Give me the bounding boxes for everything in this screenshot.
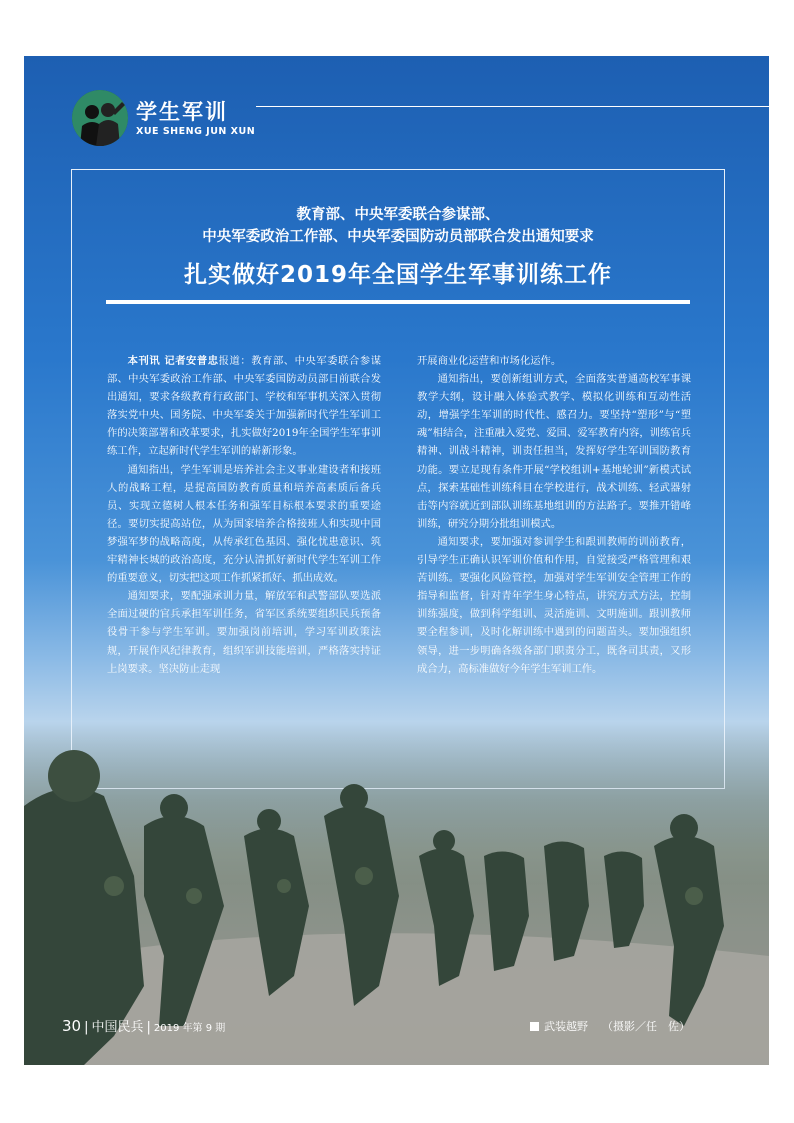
magazine-name: 中国民兵	[91, 1020, 144, 1035]
article-column-right	[417, 352, 691, 678]
headline-rule	[106, 300, 690, 304]
paragraph: 通知指出，学生军训是培养社会主义事业建设者和接班人的战略工程，是提高国防教育质量和培养高素质后备兵员、实现立德树人根本任务和强军目标根本要求的重要途径。要切实提高站位，从为国家培养合格接班人和实现中国梦强军梦的战略高度，从传承红色基因、强化忧患意识、筑牢精神长城的政治高度，充分认清抓好新时代学生军训工作的重要意义，切实把这项工作抓紧抓好、抓出成效。	[107, 463, 381, 585]
paragraph: 通知要求，要加强对参训学生和跟训教师的训前教育，引导学生正确认识军训价值和作用，自觉接受严格管理和艰苦训练。要强化风险管控，加强对学生军训安全管理工作的指导和监督，针对青年学生身心特点，讲究方式方法，控制训练强度，做到科学组训、灵活施训、文明施训。跟训教师要全程参训，及时化解训练中遇到的问题苗头。要加强组织领导，进一步明确各级各部门职责分工，既各司其责，又形成合力，高标准做好今年学生军训工作。	[417, 535, 691, 675]
paragraph: 开展商业化运营和市场化运作。	[417, 355, 562, 367]
footer-divider: |	[84, 1020, 89, 1035]
article-frame	[71, 169, 725, 789]
photo-credit: （摄影／任 佐）	[602, 1020, 690, 1033]
article-byline: 本刊讯 记者安普忠	[127, 355, 219, 367]
issue-number: 2019 年第 9 期	[153, 1023, 226, 1034]
paragraph: 通知指出，要创新组训方式，全面落实普通高校军事课教学大纲，设计融入体验式教学、模拟化训练和互动性活动，增强学生军训的时代性、感召力。要坚持“塑形”与“塑魂”相结合，注重融入爱党、爱国、爱军教育内容，训练官兵精神、训战斗精神，训责任担当，发挥好学生军训国防教育功能。要立足现有条件开展“学校组训+基地轮训”新模式试点，探索基础性训练科目在学校进行，战术训练、轻武器射击等内容就近到部队训练基地组训的方法路子。要推开错峰训练，研究分期分批组训模式。	[417, 373, 691, 530]
paragraph: 通知要求，要配强承训力量，解放军和武警部队要选派全面过硬的官兵承担军训任务，省军区系统要组织民兵预备役骨干参与学生军训。要加强岗前培训，学习军训政策法规，开展作风纪律教育，组织军训技能培训，严格落实持证上岗要求。坚决防止走现	[107, 590, 381, 675]
header-divider	[256, 106, 769, 107]
kicker-line-2: 中央军委政治工作部、中央军委国防动员部联合发出通知要求	[202, 228, 594, 245]
article-headline: 扎实做好2019年全国学生军事训练工作	[183, 262, 612, 288]
photo-caption	[530, 1018, 690, 1034]
page-number: 30	[62, 1017, 82, 1035]
section-title: 学生军训	[136, 100, 228, 124]
caption-square-icon	[530, 1022, 539, 1031]
caption-text: 武装越野	[544, 1020, 588, 1033]
magazine-page	[24, 56, 769, 1065]
article-column-left	[107, 352, 381, 678]
section-pinyin: XUE SHENG JUN XUN	[136, 126, 256, 137]
footer-divider: |	[146, 1020, 151, 1035]
page-footer	[62, 1016, 225, 1035]
saluting-soldiers-icon	[72, 90, 128, 146]
paragraph: 本刊讯 记者安普忠报道：教育部、中央军委联合参谋部、中央军委政治工作部、中央军委国防动员部日前联合发出通知，要求各级教育行政部门、学校和军事机关深入贯彻落实党中央、国务院、中央军委关于加强新时代学生军训工作的决策部署和改革要求，扎实做好2019年全国学生军事训练工作，立起新时代学生军训的崭新形象。	[107, 355, 381, 458]
kicker-line-1: 教育部、中央军委联合参谋部、	[296, 206, 500, 223]
article-kicker	[72, 204, 724, 248]
